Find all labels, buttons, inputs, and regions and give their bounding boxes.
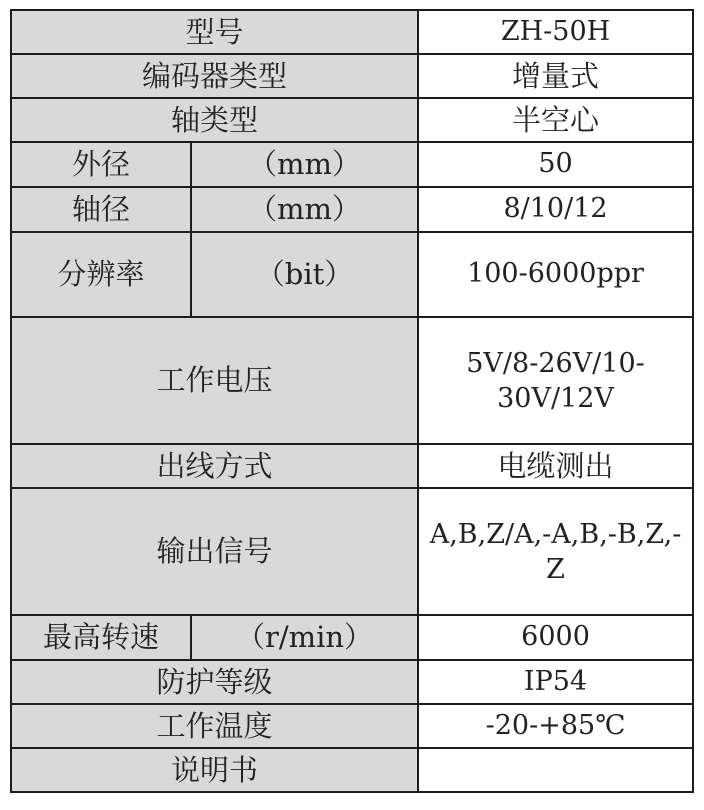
- row-working-voltage: [11, 317, 693, 444]
- row-shaft-diameter: [11, 187, 693, 232]
- value-resolution: 100-6000ppr: [418, 232, 693, 317]
- label-encoder-type: 编码器类型: [11, 54, 418, 98]
- label-outlet-method: 出线方式: [11, 444, 418, 488]
- value-max-speed: 6000: [418, 615, 693, 660]
- value-manual: [418, 748, 693, 792]
- value-outer-diameter: 50: [418, 142, 693, 187]
- row-working-temperature: [11, 704, 693, 748]
- unit-max-speed: （r/min）: [191, 615, 418, 660]
- value-encoder-type: 增量式: [418, 54, 693, 98]
- row-encoder-type: [11, 54, 693, 98]
- label-protection-level: 防护等级: [11, 660, 418, 704]
- value-shaft-diameter: 8/10/12: [418, 187, 693, 232]
- value-working-voltage-text: 5V/8-26V/10-30V/12V: [466, 347, 645, 414]
- unit-outer-diameter: （mm）: [191, 142, 418, 187]
- row-resolution: [11, 232, 693, 317]
- label-max-speed: 最高转速: [11, 615, 191, 660]
- row-manual: [11, 748, 693, 792]
- row-output-signal: [11, 488, 693, 615]
- unit-shaft-diameter: （mm）: [191, 187, 418, 232]
- label-output-signal: 输出信号: [11, 488, 418, 615]
- unit-resolution: （bit）: [191, 232, 418, 317]
- value-output-signal: [418, 488, 693, 615]
- label-resolution: 分辨率: [11, 232, 191, 317]
- row-model: [11, 10, 693, 54]
- label-outer-diameter: 外径: [11, 142, 191, 187]
- value-shaft-type: 半空心: [418, 98, 693, 142]
- label-manual: 说明书: [11, 748, 418, 792]
- row-shaft-type: [11, 98, 693, 142]
- value-working-temperature: -20-+85℃: [418, 704, 693, 748]
- label-working-temperature: 工作温度: [11, 704, 418, 748]
- row-protection-level: [11, 660, 693, 704]
- value-outlet-method: 电缆测出: [418, 444, 693, 488]
- value-protection-level: IP54: [418, 660, 693, 704]
- value-model: ZH-50H: [418, 10, 693, 54]
- label-shaft-diameter: 轴径: [11, 187, 191, 232]
- label-model: 型号: [11, 10, 418, 54]
- row-outlet-method: [11, 444, 693, 488]
- row-max-speed: [11, 615, 693, 660]
- value-working-voltage: [418, 317, 693, 444]
- spec-table: [10, 9, 694, 793]
- value-output-signal-text: A,B,Z/A,-A,B,-B,Z,-Z: [429, 518, 682, 585]
- row-outer-diameter: [11, 142, 693, 187]
- label-working-voltage: 工作电压: [11, 317, 418, 444]
- label-shaft-type: 轴类型: [11, 98, 418, 142]
